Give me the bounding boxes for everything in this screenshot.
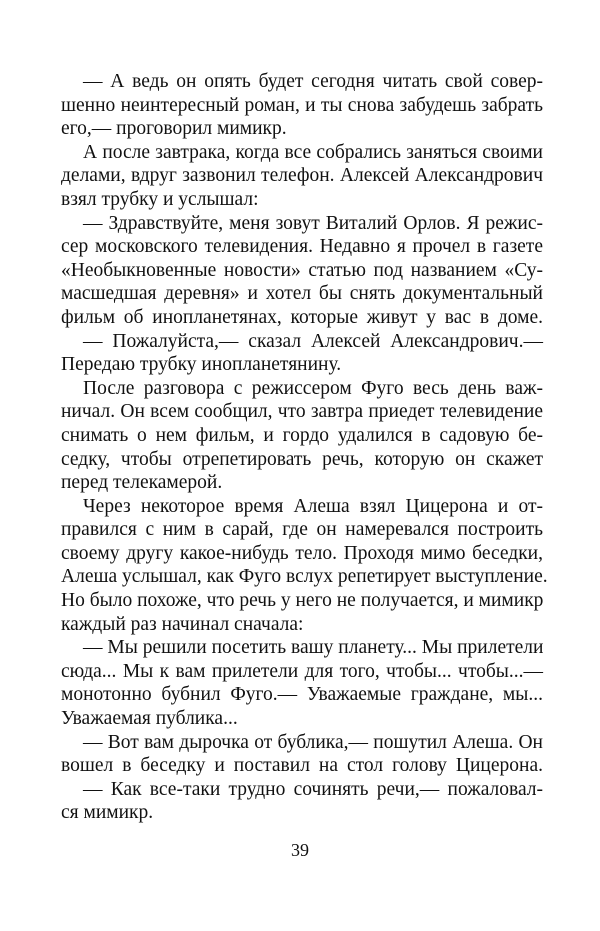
text-line: его,— проговорил мимикр.	[61, 118, 287, 140]
text-line: — Мы решили посетить вашу планету... Мы прилетели	[83, 637, 544, 659]
text-line: «Необыкновенные новости» статью под названием «Су-	[61, 259, 543, 281]
text-line: Но было похоже, что речь у него не получается, и мимикр	[61, 590, 544, 612]
text-line: — А ведь он опять будет сегодня читать свой совер-	[83, 71, 543, 92]
text-line: сюда... Мы к вам прилетели для того, чтобы... чтобы...—	[61, 660, 543, 682]
text-line: сер московского телевидения. Недавно я прочел в газете	[61, 236, 543, 258]
text-line: своему другу какое-нибудь тело. Проходя мимо беседки,	[61, 542, 543, 564]
text-line: Через некоторое время Алеша взял Цицерона и от-	[83, 495, 543, 517]
text-line: правился с ним в сарай, где он намеревался построить	[61, 519, 543, 541]
page-body	[61, 70, 548, 825]
text-line: седку, чтобы отрепетировать речь, которую он скажет	[61, 448, 543, 470]
text-line: — Как все-таки трудно сочинять речи,— пожаловал-	[83, 778, 543, 800]
text-line: — Пожалуйста,— сказал Алексей Александрович.—	[83, 330, 543, 352]
text-line: масшедшая деревня» и хотел бы снять документальный	[61, 283, 543, 305]
text-line: взял трубку и услышал:	[61, 188, 259, 210]
text-line: А после завтрака, когда все собрались заняться своими	[83, 141, 543, 163]
text-line: фильм об инопланетянах, которые живут у вас в доме.	[61, 306, 543, 328]
text-line: — Вот вам дырочка от бублика,— пошутил Алеша. Он	[83, 731, 543, 753]
text-line: — Здравствуйте, меня зовут Виталий Орлов. Я режис-	[83, 212, 543, 234]
text-line: делами, вдруг зазвонил телефон. Алексей Александрович	[61, 165, 543, 187]
text-line: снимать о нем фильм, и гордо удалился в садовую бе-	[61, 424, 543, 446]
text-line: Уважаемая публика...	[61, 708, 238, 730]
text-line: монотонно бубнил Фуго.— Уважаемые граждане, мы...	[61, 684, 543, 706]
text-line: шенно неинтересный роман, и ты снова забудешь забрать	[61, 94, 543, 116]
text-line: После разговора с режиссером Фуго весь день важ-	[83, 377, 543, 399]
page-number: 39	[291, 840, 309, 860]
text-line: Алеша услышал, как Фуго вслух репетирует выступление.	[61, 566, 548, 588]
text-line: перед телекамерой.	[61, 472, 223, 494]
text-line: ся мимикр.	[61, 802, 154, 824]
text-line: ничал. Он всем сообщил, что завтра приедет телевидение	[61, 401, 543, 423]
text-line: Передаю трубку инопланетянину.	[61, 354, 342, 376]
text-line: вошел в беседку и поставил на стол голову Цицерона.	[61, 755, 543, 777]
text-line: каждый раз начинал сначала:	[61, 613, 304, 635]
